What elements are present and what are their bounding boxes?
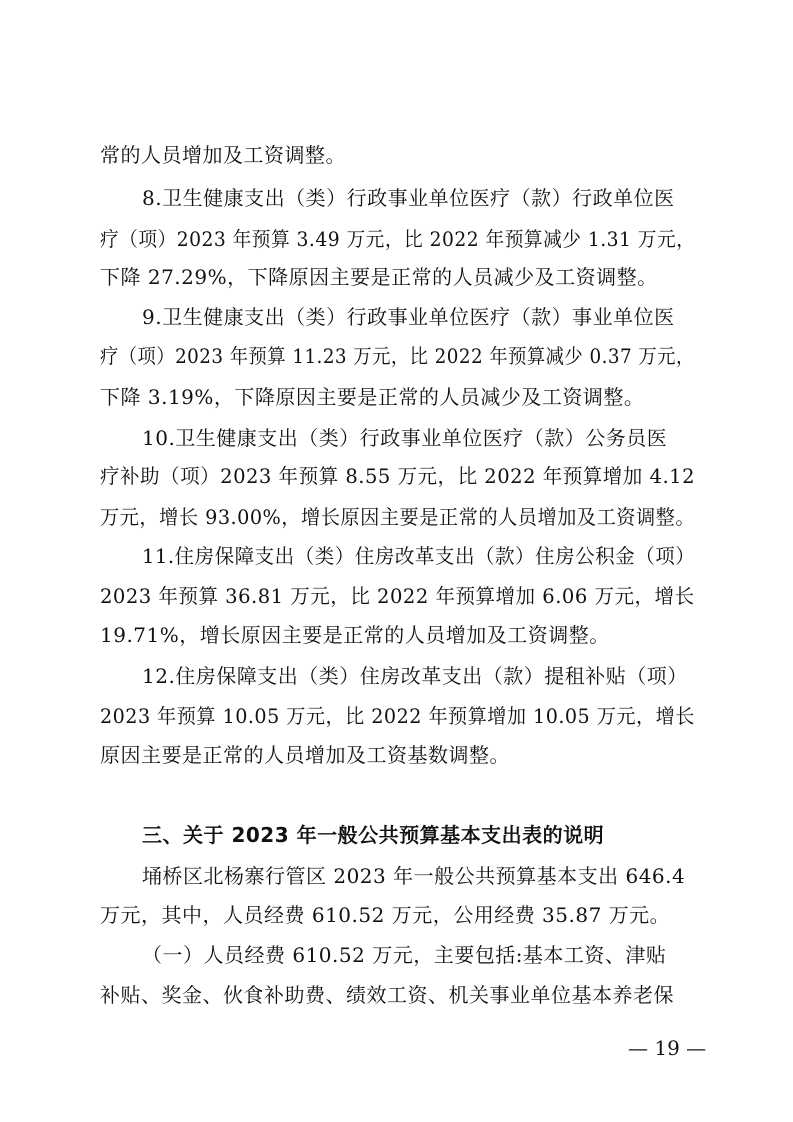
text-line: 埇桥区北杨寨行管区 2023 年一般公共预算基本支出 646.4 [142, 864, 686, 888]
text-line: 原因主要是正常的人员增加及工资基数调整。 [100, 743, 510, 767]
text-line: 常的人员增加及工资调整。 [100, 143, 346, 167]
text-line: 疗补助（项）2023 年预算 8.55 万元，比 2022 年预算增加 4.12 [100, 464, 696, 488]
text-line: 下降 3.19%，下降原因主要是正常的人员减少及工资调整。 [100, 385, 645, 409]
text-line: 10.卫生健康支出（类）行政事业单位医疗（款）公务员医 [142, 426, 668, 450]
text-line: 补贴、奖金、伙食补助费、绩效工资、机关事业单位基本养老保 [100, 983, 674, 1007]
text-line: 2023 年预算 36.81 万元，比 2022 年预算增加 6.06 万元，增长 [100, 584, 695, 608]
text-line: 万元，增长 93.00%，增长原因主要是正常的人员增加及工资调整。 [100, 505, 696, 529]
text-line: 19.71%，增长原因主要是正常的人员增加及工资调整。 [100, 623, 610, 647]
text-line: 下降 27.29%，下降原因主要是正常的人员减少及工资调整。 [100, 265, 658, 289]
text-line: 2023 年预算 10.05 万元，比 2022 年预算增加 10.05 万元，增长 [100, 704, 695, 728]
text-line: 疗（项）2023 年预算 3.49 万元，比 2022 年预算减少 1.31 万元， [100, 227, 696, 251]
section-heading: 三、关于 2023 年一般公共预算基本支出表的说明 [142, 823, 605, 847]
page-number: — 19 — [628, 1036, 707, 1060]
text-line: 12.住房保障支出（类）住房改革支出（款）提租补贴（项） [142, 664, 688, 688]
text-line: 万元，其中，人员经费 610.52 万元，公用经费 35.87 万元。 [100, 903, 671, 927]
text-line: （一）人员经费 610.52 万元，主要包括:基本工资、津贴 [142, 943, 667, 967]
text-line: 8.卫生健康支出（类）行政事业单位医疗（款）行政单位医 [142, 186, 675, 210]
text-line: 11.住房保障支出（类）住房改革支出（款）住房公积金（项） [142, 544, 696, 568]
text-line: 疗（项）2023 年预算 11.23 万元，比 2022 年预算减少 0.37 万元， [100, 344, 695, 368]
text-line: 9.卫生健康支出（类）行政事业单位医疗（款）事业单位医 [142, 305, 675, 329]
